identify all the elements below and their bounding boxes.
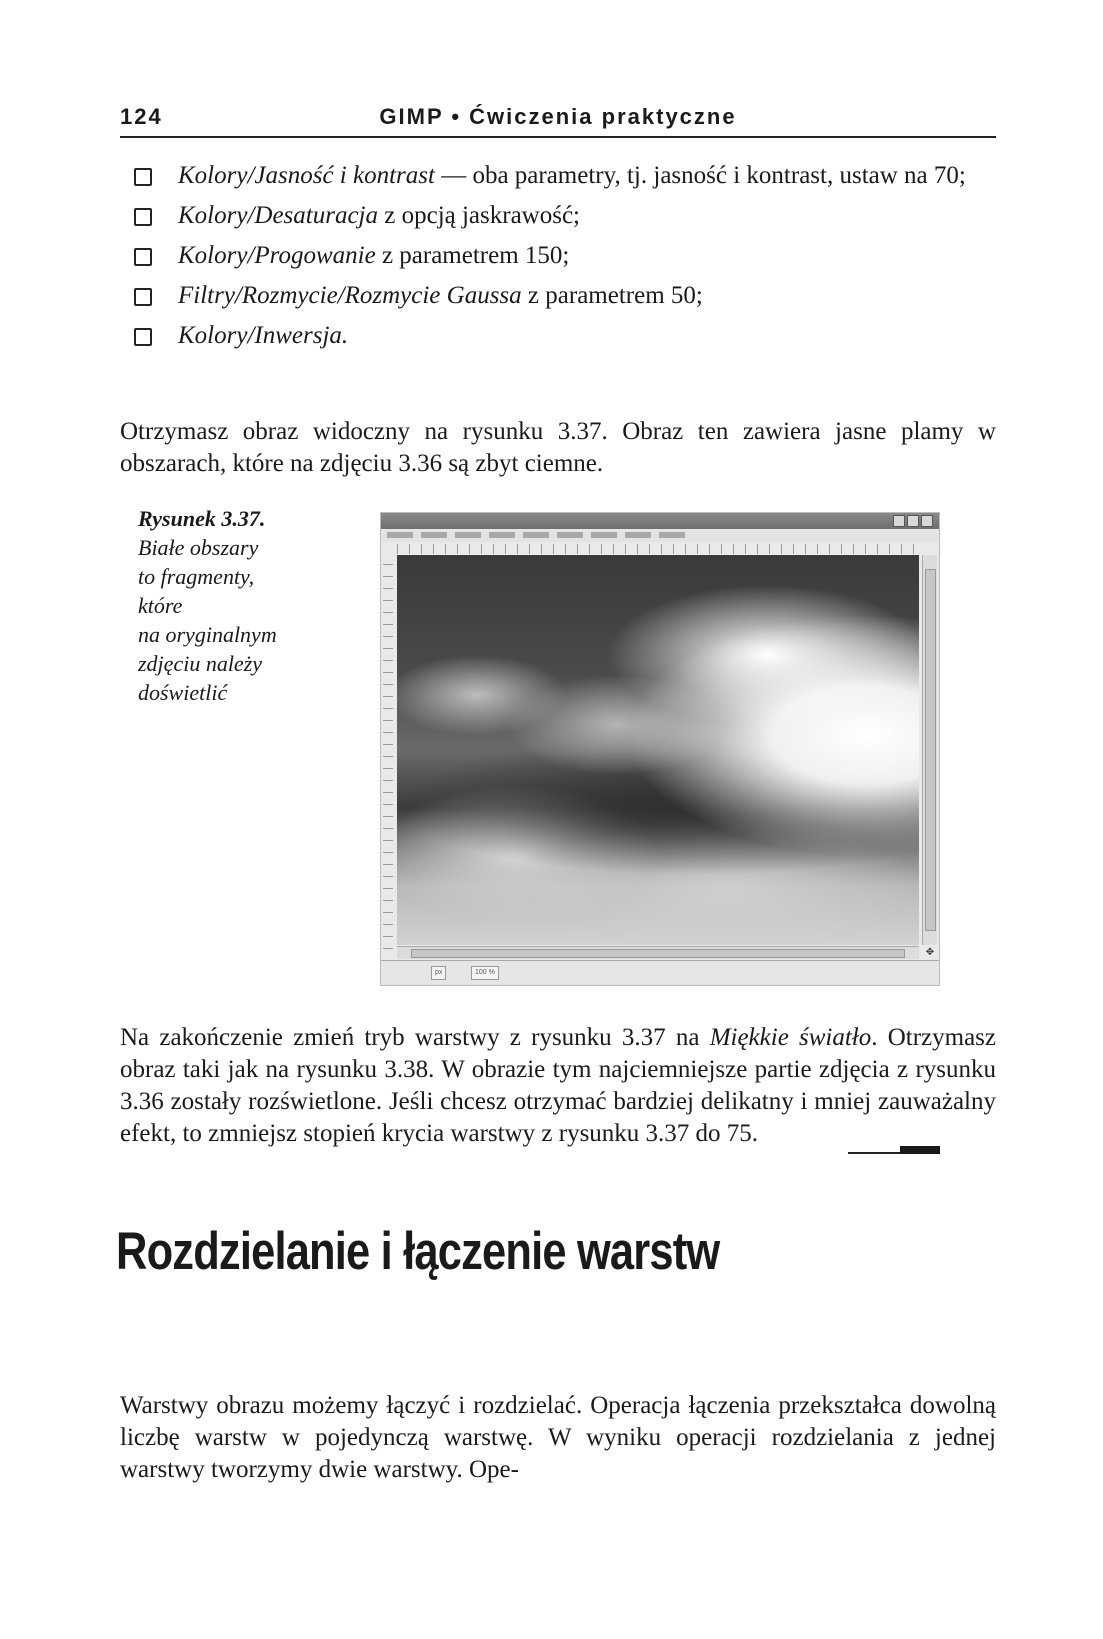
gimp-window-screenshot <box>380 512 940 986</box>
figure-label: Rysunek 3.37. <box>138 506 266 531</box>
end-mark-line <box>848 1152 900 1154</box>
menu-item <box>625 532 651 538</box>
horizontal-ruler <box>397 544 919 554</box>
steps-list <box>134 160 996 360</box>
scrollbar-thumb <box>925 569 936 931</box>
image-canvas <box>397 555 919 945</box>
menu-item <box>455 532 481 538</box>
step-text: z opcją jaskrawość; <box>378 202 581 229</box>
list-item <box>134 320 996 352</box>
body-paragraph <box>120 1022 996 1150</box>
checkbox-bullet-icon <box>134 168 152 186</box>
menu-item <box>387 532 413 538</box>
caption-line: na oryginalnym <box>138 622 277 647</box>
minimize-icon <box>893 515 905 527</box>
vertical-ruler <box>383 555 393 949</box>
menu-path: Kolory/Desaturacja <box>178 202 378 229</box>
navigate-icon: ✥ <box>925 947 935 958</box>
mode-name: Miękkie światło <box>709 1024 872 1051</box>
page-number: 124 <box>120 104 163 129</box>
end-of-exercise-mark <box>848 1146 940 1154</box>
maximize-icon <box>907 515 919 527</box>
paragraph-text: Na zakończenie zmień tryb warstwy z rysunku 3.37 na <box>120 1024 710 1051</box>
menu-path: Kolory/Inwersja. <box>178 322 349 349</box>
step-text: — oba parametry, tj. jasność i kontrast, ustaw na 70; <box>434 162 966 189</box>
window-controls <box>893 515 933 527</box>
checkbox-bullet-icon <box>134 248 152 266</box>
list-item <box>134 200 996 232</box>
horizontal-scrollbar <box>397 946 919 959</box>
close-icon <box>921 515 933 527</box>
window-menubar <box>381 530 939 542</box>
checkbox-bullet-icon <box>134 328 152 346</box>
window-statusbar <box>381 960 939 985</box>
step-text: z parametrem 50; <box>521 282 703 309</box>
checkbox-bullet-icon <box>134 208 152 226</box>
paragraph-text: . Otrzymasz obraz taki jak na rysunku 3.38. W obrazie tym najciemniejsze partie zdjęcia z rysunku 3.36 zostały rozświetlone. Jeśli chcesz otrzymać bardziej delikatny i mniej zauważalny efekt, to zmniejsz stopień krycia warstwy z rysunku 3.37 do 75. <box>120 1024 997 1147</box>
menu-item <box>421 532 447 538</box>
body-paragraph: Otrzymasz obraz widoczny na rysunku 3.37. Obraz ten zawiera jasne plamy w obszarach, które na zdjęciu 3.36 są zbyt ciemne. <box>120 418 996 477</box>
caption-line: Białe obszary <box>138 535 259 560</box>
menu-item <box>557 532 583 538</box>
list-item <box>134 160 996 192</box>
list-item <box>134 280 996 312</box>
zoom-select: 100 % <box>471 966 499 980</box>
menu-path: Kolory/Progowanie <box>178 242 376 269</box>
menu-item <box>659 532 685 538</box>
end-mark-block <box>900 1146 940 1154</box>
caption-line: które <box>138 593 183 618</box>
running-title: GIMP • Ćwiczenia praktyczne <box>379 104 737 129</box>
unit-select: px <box>431 966 446 980</box>
menu-path: Filtry/Rozmycie/Rozmycie Gaussa <box>178 282 522 309</box>
scrollbar-thumb <box>411 949 905 958</box>
window-titlebar <box>381 513 939 529</box>
section-heading: Rozdzielanie i łączenie warstw <box>116 1222 720 1281</box>
menu-path: Kolory/Jasność i kontrast <box>178 162 435 189</box>
figure-caption <box>138 504 338 707</box>
caption-line: zdjęciu należy <box>138 651 263 676</box>
menu-item <box>489 532 515 538</box>
step-text: z parametrem 150; <box>375 242 570 269</box>
body-paragraph: Warstwy obrazu możemy łączyć i rozdzielać. Operacja łączenia przekształca dowolną liczbę warstw w pojedynczą warstwę. W wyniku operacji rozdzielania z jednej warstwy tworzymy dwie warstwy. Ope- <box>120 1392 996 1483</box>
caption-line: to fragmenty, <box>138 564 255 589</box>
vertical-scrollbar <box>922 555 937 945</box>
caption-line: doświetlić <box>138 680 228 705</box>
menu-item <box>591 532 617 538</box>
page-header <box>120 96 996 138</box>
list-item <box>134 240 996 272</box>
menu-item <box>523 532 549 538</box>
checkbox-bullet-icon <box>134 288 152 306</box>
